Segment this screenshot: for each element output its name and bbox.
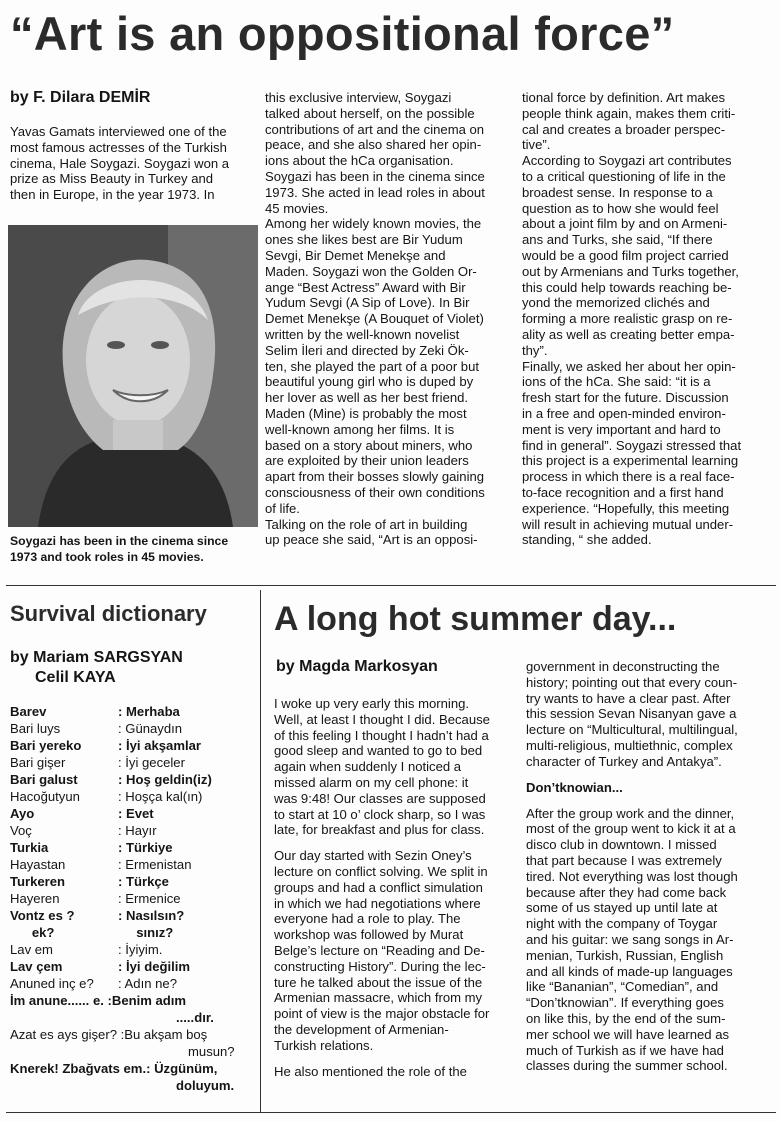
text-line: to a critical questioning of life in the	[522, 168, 726, 184]
armenian-word: Voç	[10, 823, 32, 838]
text-line: because after they had come back	[526, 884, 727, 900]
caption-line: Soygazi has been in the cinema since	[10, 534, 229, 548]
armenian-word: ek?	[10, 925, 55, 940]
text-line: workshop was followed by Murat	[274, 927, 464, 943]
text-line: people think again, makes them criti-	[522, 105, 736, 121]
text-line: Demet Menekşe (A Bouquet of Violet)	[265, 311, 484, 327]
text-line: point of view is the major obstacle for	[274, 1006, 490, 1022]
text-line: good sleep and wanted to go to bed	[274, 743, 483, 759]
text-line: Selim İleri and directed by Zeki Ök-	[265, 342, 469, 358]
dictionary-list	[10, 703, 255, 1094]
text-line: “Don’tknowian”. If everything goes	[526, 995, 724, 1011]
text-line: most famous actresses of the Turkish	[10, 139, 227, 155]
armenian-word: Bari galust	[10, 772, 78, 787]
text-line: thy”.	[522, 342, 548, 358]
armenian-word: Ayo	[10, 806, 35, 821]
armenian-word: Hayastan	[10, 857, 66, 872]
text-line: Talking on the role of art in building	[265, 516, 468, 532]
text-line: ange “Best Actress” Award with Bir	[265, 279, 466, 295]
text-line: history; pointing out that every coun-	[526, 674, 738, 690]
text-line: ans and Turks, she said, “If there	[522, 232, 713, 248]
text-line: Well, at least I thought I did. Because	[274, 711, 490, 727]
text-line: much of Turkish as if we have had	[526, 1042, 724, 1058]
portrait-image	[8, 225, 258, 527]
dictionary-byline-2: Celil KAYA	[35, 669, 116, 686]
text-line: broadest sense. In response to a	[522, 184, 713, 200]
dictionary-entry	[10, 890, 255, 907]
text-line: then in Europe, in the year 1973. In	[10, 187, 215, 203]
text-line: After the group work and the dinner,	[526, 805, 735, 821]
text-line: beautiful young girl who is duped by	[265, 374, 474, 390]
text-line: mer school we will have learned as	[526, 1026, 730, 1042]
text-line: forming a more realistic grasp on re-	[522, 311, 733, 327]
article2-title: A long hot summer day...	[274, 600, 677, 638]
text-line: standing, “ she added.	[522, 532, 652, 548]
text-line: cal and creates a broader perspec-	[522, 121, 726, 137]
text-line: Our day started with Sezin Oney’s	[274, 848, 472, 864]
text-line: will result in achieving mutual under-	[522, 516, 734, 532]
text-line: government in deconstructing the	[526, 659, 720, 674]
dictionary-phrase: İm anune...... e. :Benim adım	[10, 993, 187, 1008]
text-line: lecture on “Multicultural, multilingual,	[526, 722, 738, 738]
text-line: on like this, by the end of the sum-	[526, 1010, 726, 1026]
text-line: Finally, we asked her about her opin-	[522, 358, 736, 374]
armenian-word: Lav em	[10, 942, 53, 957]
text-line: Yudum Sevgi (A Sip of Love). In Bir	[265, 295, 470, 311]
turkish-translation: : Hoş geldin(iz)	[118, 772, 212, 787]
text-line: 1973. She acted in lead roles in about	[265, 184, 485, 200]
dictionary-phrase: Azat es ays gişer? :Bu akşam boş	[10, 1027, 208, 1042]
text-line: again when suddenly I noticed a	[274, 759, 462, 775]
text-line: cinema, Hale Soygazi. Soygazi won a	[10, 155, 230, 171]
text-line: Belge’s lecture on “Reading and De-	[274, 942, 485, 958]
text-line: Maden. Soygazi won the Golden Or-	[265, 263, 477, 279]
text-line: Among her widely known movies, the	[265, 216, 482, 232]
text-line: Sevgi, Bir Demet Menekşe and	[265, 247, 446, 263]
dictionary-phrase: .....dır.	[176, 1010, 214, 1025]
text-line: about a joint film by and on Armeni-	[522, 216, 728, 232]
text-line: some of us stayed up until late at	[526, 900, 718, 916]
text-line: this could help towards reaching be-	[522, 279, 732, 295]
text-line: that part because I was extremely	[526, 852, 722, 868]
text-line: of this feeling I thought I hadn’t had a	[274, 727, 489, 743]
text-line: up peace she said, “Art is an opposi-	[265, 532, 478, 548]
turkish-translation: : Ermenice	[118, 891, 181, 906]
turkish-translation: : Evet	[118, 806, 154, 821]
text-line: this project is a experimental learning	[522, 453, 739, 469]
armenian-word: Barev	[10, 704, 47, 719]
text-line: written by the well-known novelist	[265, 326, 460, 342]
text-line: was 9:48! Our classes are supposed	[274, 790, 486, 806]
text-line: based on a story about miners, who	[265, 437, 473, 453]
text-line: late, for breakfast and plus for class.	[274, 822, 485, 838]
turkish-translation: : İyi değilim	[118, 959, 191, 974]
text-line: constructing History”. During the lec-	[274, 958, 486, 974]
text-line: tive”.	[522, 137, 551, 153]
text-line: apart from their bosses slowly gaining	[265, 469, 485, 485]
text-line: in a free and open-minded environ-	[522, 405, 726, 421]
dictionary-entry	[10, 771, 255, 788]
turkish-translation: : İyiyim.	[118, 942, 163, 957]
dictionary-entry	[10, 941, 255, 958]
text-line: in which we had negotiations where	[274, 895, 481, 911]
article-column-2	[265, 90, 520, 548]
text-line: well-known among her films. It is	[265, 421, 455, 437]
dictionary-entry	[10, 805, 255, 822]
dictionary-entry	[10, 839, 255, 856]
dictionary-entry	[10, 720, 255, 737]
text-line: of life.	[265, 500, 300, 516]
text-line: consciousness of their own conditions	[265, 484, 485, 500]
text-line: and all kinds of made-up languages	[526, 963, 733, 979]
text-line: ment is very important and hard to	[522, 421, 721, 437]
dictionary-entry	[10, 924, 255, 941]
text-line: this exclusive interview, Soygazi	[265, 90, 452, 105]
text-line: try wants to have a clear past. After	[526, 690, 731, 706]
text-line: process in which there is a real face-	[522, 469, 735, 485]
armenian-word: Hayeren	[10, 891, 60, 906]
dictionary-entry	[10, 703, 255, 720]
article-headline: “Art is an oppositional force”	[10, 7, 675, 60]
armenian-word: Bari yereko	[10, 738, 82, 753]
text-line: missed alarm on my cell phone: it	[274, 774, 469, 790]
text-line: out by Armenians and Turks together,	[522, 263, 739, 279]
turkish-translation: : Hayır	[118, 823, 157, 838]
text-line: contributions of art and the cinema on	[265, 121, 485, 137]
text-line: fresh start for the future. Discussion	[522, 390, 729, 406]
armenian-word: Turkia	[10, 840, 49, 855]
armenian-word: Turkeren	[10, 874, 66, 889]
text-line: like “Bananian”, “Comedian”, and	[526, 979, 719, 995]
text-line: ture he talked about the issue of the	[274, 974, 483, 990]
text-line: According to Soygazi art contributes	[522, 153, 732, 169]
text-line: ality as well as creating better empa-	[522, 326, 735, 342]
dictionary-byline-1: by Mariam SARGSYAN	[10, 649, 183, 666]
text-line: would be a good film project carried	[522, 247, 729, 263]
armenian-word: Bari gişer	[10, 755, 66, 770]
turkish-translation: : Adın ne?	[118, 976, 177, 991]
text-line: Armenian massacre, which from my	[274, 990, 483, 1006]
turkish-translation: : Nasılsın?	[118, 908, 185, 923]
column-divider	[260, 590, 261, 1112]
text-line: Maden (Mine) is probably the most	[265, 405, 467, 421]
dictionary-phrase: musun?	[188, 1044, 235, 1059]
article2-column-2	[526, 659, 776, 1074]
dictionary-title: Survival dictionary	[10, 601, 207, 626]
text-line: I woke up very early this morning.	[274, 696, 470, 711]
text-line: ions of the hCa. She said: “it is a	[522, 374, 711, 390]
text-line: this session Sevan Nisanyan gave a	[526, 706, 737, 722]
text-line: night with the company of Toygar	[526, 916, 718, 932]
dictionary-entry	[10, 907, 255, 924]
dictionary-entry	[10, 822, 255, 839]
dictionary-entry	[10, 958, 255, 975]
turkish-translation: : Türkçe	[118, 874, 169, 889]
turkish-translation: : Türkiye	[118, 840, 173, 855]
text-line: ions about the hCa organisation.	[265, 153, 454, 169]
text-line: tional force by definition. Art makes	[522, 90, 726, 105]
text-line: classes during the summer school.	[526, 1058, 728, 1074]
text-line: experience. “Hopefully, this meeting	[522, 500, 730, 516]
text-line: groups and had a conflict simulation	[274, 879, 483, 895]
turkish-translation: : Hoşça kal(ın)	[118, 789, 203, 804]
dictionary-entry	[10, 788, 255, 805]
dictionary-entry	[10, 975, 255, 992]
dictionary-entry	[10, 754, 255, 771]
armenian-word: Anuned inç e?	[10, 976, 94, 991]
text-line: Turkish relations.	[274, 1037, 374, 1053]
text-line: everyone had a role to play. The	[274, 911, 461, 927]
armenian-word: Vontz es ?	[10, 908, 75, 923]
turkish-translation: : Merhaba	[118, 704, 180, 719]
text-line: 45 movies.	[265, 200, 329, 216]
turkish-translation: : İyi akşamlar	[118, 738, 201, 753]
text-line: character of Turkey and Antakya”.	[526, 753, 722, 769]
text-line: find in general”. Soygazi stressed that	[522, 437, 742, 453]
text-line: disco club in downtown. I missed	[526, 837, 717, 853]
armenian-word: Bari luys	[10, 721, 61, 736]
text-line: menian, Turkish, Russian, English	[526, 947, 724, 963]
dictionary-phrase: Knerek! Zbağvats em.: Üzgünüm,	[10, 1061, 218, 1076]
text-line: multi-religious, multiethnic, complex	[526, 737, 733, 753]
turkish-translation: : İyi geceler	[118, 755, 185, 770]
text-line: Soygazi has been in the cinema since	[265, 168, 485, 184]
text-line: question as to how she would feel	[522, 200, 719, 216]
article-column-1	[10, 124, 260, 203]
article2-column-1	[274, 696, 524, 1079]
turkish-translation: : Ermenistan	[118, 857, 192, 872]
armenian-word: Lav çem	[10, 959, 63, 974]
armenian-word: Hacoğutyun	[10, 789, 80, 804]
text-line: to start at 10 o’ clock sharp, so I was	[274, 806, 486, 822]
text-line: talked about herself, on the possible	[265, 105, 475, 121]
text-line: tired. Not everything was lost though	[526, 868, 738, 884]
dictionary-entry	[10, 737, 255, 754]
text-line: most of the group went to kick it at a	[526, 821, 736, 837]
text-line: to-face recognition and a first hand	[522, 484, 724, 500]
photo-caption	[10, 533, 260, 565]
text-line: her lover as well as her best friend.	[265, 390, 469, 406]
text-line: ones she likes best are Bir Yudum	[265, 232, 463, 248]
turkish-translation: : Günaydın	[118, 721, 183, 736]
text-line: He also mentioned the role of the	[274, 1063, 467, 1079]
portrait-photo	[8, 225, 258, 527]
text-line: the development of Armenian-	[274, 1021, 449, 1037]
bottom-rule	[6, 1112, 776, 1113]
caption-line: 1973 and took roles in 45 movies.	[10, 550, 204, 564]
article2-subheading: Don’tknowian...	[526, 779, 623, 795]
text-line: are exploited by their union leaders	[265, 453, 469, 469]
dictionary-phrase: doluyum.	[176, 1078, 235, 1093]
article2-byline: by Magda Markosyan	[276, 658, 438, 675]
dictionary-entry	[10, 873, 255, 890]
text-line: Yavas Gamats interviewed one of the	[10, 124, 227, 139]
text-line: peace, and she also shared her opin-	[265, 137, 482, 153]
section-divider	[6, 585, 776, 586]
article-column-3	[522, 90, 777, 548]
text-line: and his guitar: we sang songs in Ar-	[526, 931, 734, 947]
turkish-translation: sınız?	[118, 925, 174, 940]
text-line: lecture on conflict solving. We split in	[274, 863, 488, 879]
text-line: yond the memorized clichés and	[522, 295, 710, 311]
article-byline: by F. Dilara DEMİR	[10, 89, 151, 106]
text-line: ten, she played the part of a poor but	[265, 358, 480, 374]
text-line: prize as Miss Beauty in Turkey and	[10, 171, 214, 187]
dictionary-entry	[10, 856, 255, 873]
